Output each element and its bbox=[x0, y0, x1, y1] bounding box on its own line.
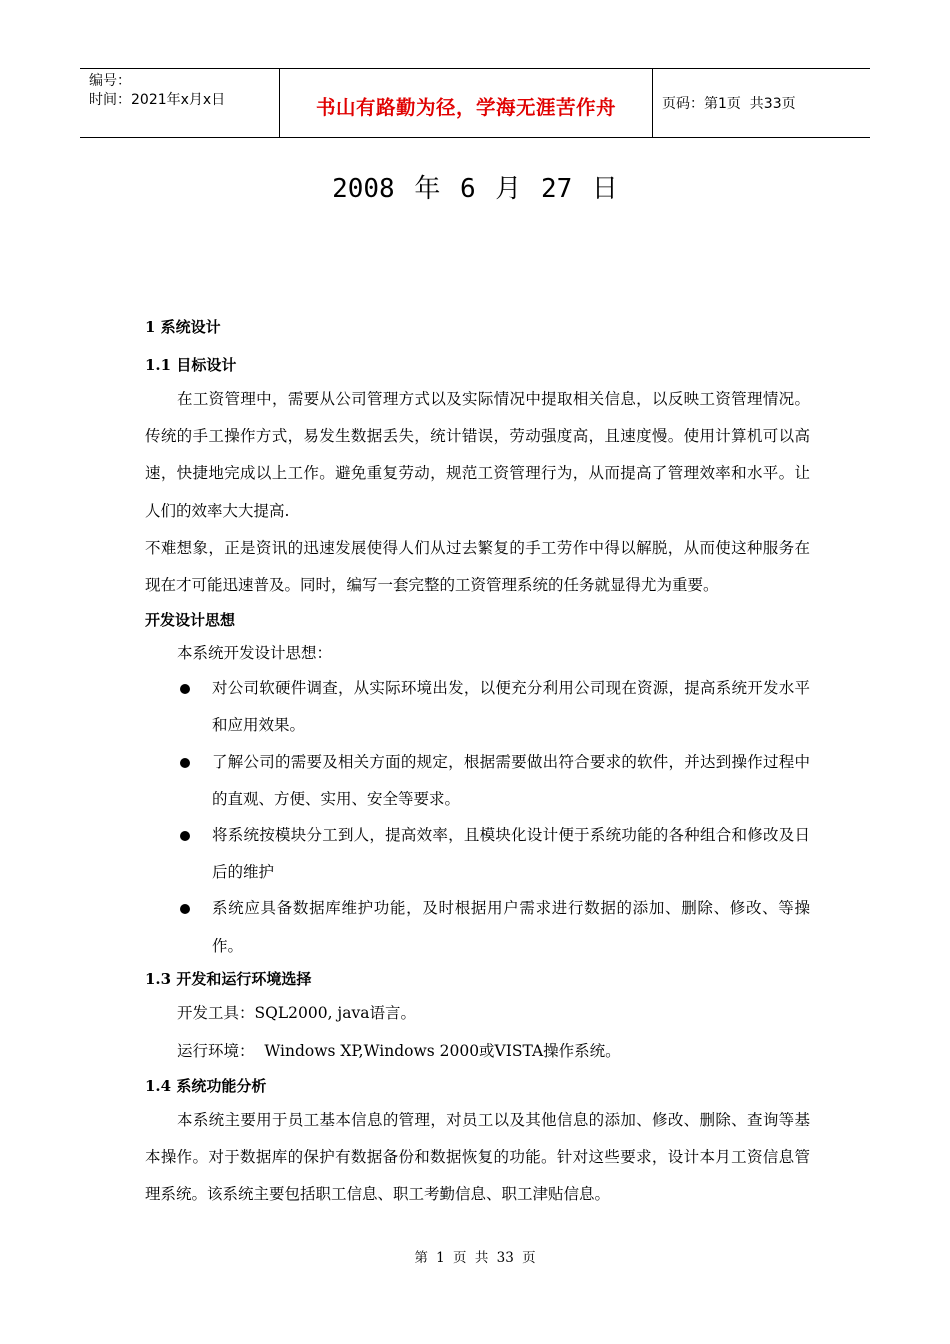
section-1-3-environment: 运行环境： Windows XP,Windows 2000或VISTA操作系统。 bbox=[177, 1041, 621, 1060]
section-1-heading: 1 系统设计 bbox=[145, 318, 221, 336]
header-page-info bbox=[653, 69, 870, 137]
section-1-3-heading: 1.3 开发和运行环境选择 bbox=[145, 969, 312, 988]
section-1-1-paragraph-1: 在工资管理中，需要从公司管理方式以及实际情况中提取相关信息，以反映工资管理情况。传统的手工操作方式，易发生数据丢失，统计错误，劳动强度高，且速度慢。使用计算机可以高速，快捷地完成以上工作。避免重复劳动，规范工资管理行为，从而提高了管理效率和水平。让人们的效率大大提高. bbox=[145, 390, 810, 520]
design-principles-list bbox=[145, 670, 810, 965]
header-motto: 书山有路勤为径，学海无涯苦作舟 bbox=[280, 69, 653, 137]
section-1-3-tools: 开发工具：SQL2000, java语言。 bbox=[177, 1003, 416, 1022]
section-1-4-heading: 1.4 系统功能分析 bbox=[145, 1076, 267, 1095]
header-meta bbox=[80, 69, 280, 137]
section-1-4-paragraph: 本系统主要用于员工基本信息的管理，对员工以及其他信息的添加、修改、删除、查询等基本操作。对于数据库的保护有数据备份和数据恢复的功能。针对这些要求，设计本月工资信息管理系统。该系统主要包括职工信息、职工考勤信息、职工津贴信息。 bbox=[145, 1110, 810, 1204]
header-time: 时间：2021年x月x日 bbox=[89, 92, 226, 108]
list-item: 系统应具备数据库维护功能，及时根据用户需求进行数据的添加、删除、修改、等操作。 bbox=[145, 890, 810, 964]
bullet-icon bbox=[180, 758, 190, 768]
page-footer: 第 1 页 共 33 页 bbox=[414, 1250, 536, 1266]
bullet-icon bbox=[180, 904, 190, 914]
bullet-icon bbox=[180, 831, 190, 841]
section-1-2-heading: 开发设计思想 bbox=[145, 611, 236, 630]
document-date: 2008 年 6 月 27 日 bbox=[332, 174, 618, 204]
header-number: 编号： bbox=[89, 73, 131, 89]
document-body bbox=[145, 316, 810, 1213]
list-item: 将系统按模块分工到人，提高效率，且模块化设计便于系统功能的各种组合和修改及日后的维护 bbox=[145, 817, 810, 891]
bullet-icon bbox=[180, 684, 190, 694]
section-1-1-paragraph-2: 不难想象，正是资讯的迅速发展使得人们从过去繁复的手工劳作中得以解脱，从而使这种服务在现在才可能迅速普及。同时，编写一套完整的工资管理系统的任务就显得尤为重要。 bbox=[145, 538, 810, 595]
page-header bbox=[80, 68, 870, 138]
header-page-info-text: 页码：第1页 共33页 bbox=[662, 96, 796, 112]
section-1-2-intro: 本系统开发设计思想： bbox=[177, 644, 333, 663]
section-1-1-heading: 1.1 目标设计 bbox=[145, 356, 237, 374]
list-item: 了解公司的需要及相关方面的规定，根据需要做出符合要求的软件，并达到操作过程中的直观、方便、实用、安全等要求。 bbox=[145, 744, 810, 818]
list-item: 对公司软硬件调查，从实际环境出发，以便充分利用公司现在资源，提高系统开发水平和应用效果。 bbox=[145, 670, 810, 744]
